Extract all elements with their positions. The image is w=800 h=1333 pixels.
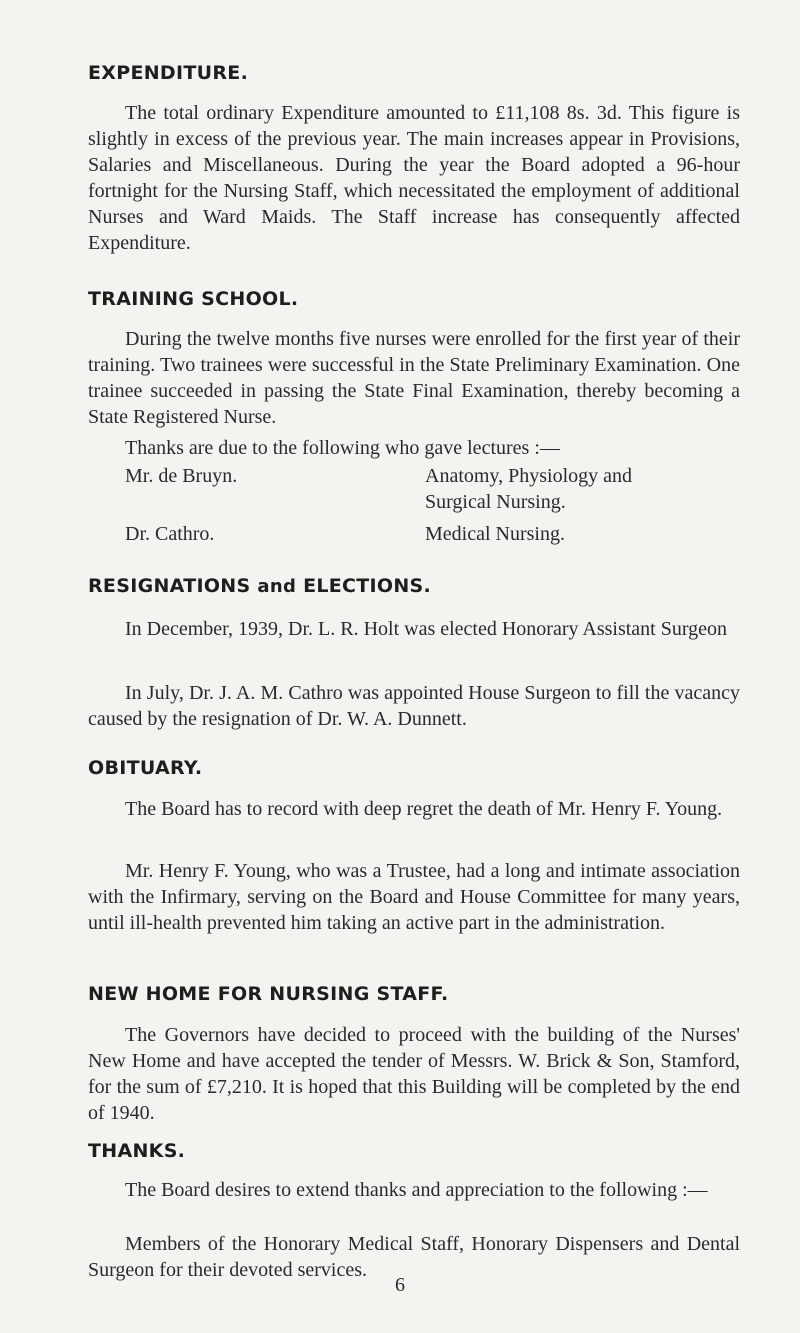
thanks-paragraph-2: Members of the Honorary Medical Staff, Honorary Dispensers and Dental Surgeon for their devoted services. [88, 1233, 740, 1281]
training-school-heading: TRAINING SCHOOL. [88, 288, 299, 310]
resignations-heading-part2: ELECTIONS. [303, 575, 432, 597]
thanks-heading: THANKS. [88, 1140, 186, 1162]
resignations-heading-part1: RESIGNATIONS [88, 575, 251, 597]
new-home-heading: NEW HOME FOR NURSING STAFF. [88, 983, 449, 1005]
lecturer-name: Dr. Cathro. [125, 523, 215, 545]
new-home-paragraph: The Governors have decided to proceed with the building of the Nurses' New Home and have accepted the tender of Messrs. W. Brick & Son, Stamford, for the sum of £7,210. It is hoped that this Building will be completed by the end of 1940. [88, 1024, 740, 1124]
lecturer-subject: Medical Nursing. [425, 523, 565, 545]
lectures-intro: Thanks are due to the following who gave lectures :— [125, 437, 560, 459]
obituary-paragraph-1: The Board has to record with deep regret the death of Mr. Henry F. Young. [125, 798, 723, 820]
training-paragraph: During the twelve months five nurses were enrolled for the first year of their training. Two trainees were successful in the State Preliminary Examination. One trainee succeeded in passing the State Final Examination, thereby becoming a State Registered Nurse. [88, 328, 740, 428]
obituary-heading: OBITUARY. [88, 757, 203, 779]
page-number: 6 [395, 1274, 405, 1296]
lecturer-name: Mr. de Bruyn. [125, 465, 238, 487]
resignations-heading-and: and [257, 576, 297, 597]
expenditure-heading: EXPENDITURE. [88, 62, 249, 84]
lecturer-subject: Anatomy, Physiology and [425, 465, 633, 487]
lecturer-subject-continued: Surgical Nursing. [425, 491, 566, 513]
expenditure-paragraph: The total ordinary Expenditure amounted to £11,108 8s. 3d. This figure is slightly in excess of the previous year. The main increases appear in Provisions, Salaries and Miscellaneous. During the year the Board adopted a 96-hour fortnight for the Nursing Staff, which necessitated the employment of additional Nurses and Ward Maids. The Staff increase has consequently affected Expenditure. [88, 102, 740, 254]
obituary-paragraph-2: Mr. Henry F. Young, who was a Trustee, had a long and intimate association with the Infirmary, serving on the Board and House Committee for many years, until ill-health prevented him taking an active part in the administration. [88, 860, 740, 934]
resignations-paragraph-1: In December, 1939, Dr. L. R. Holt was elected Honorary Assistant Surgeon [125, 618, 728, 640]
resignations-heading [88, 575, 431, 597]
thanks-paragraph-1: The Board desires to extend thanks and appreciation to the following :— [125, 1179, 708, 1201]
resignations-paragraph-2: In July, Dr. J. A. M. Cathro was appointed House Surgeon to fill the vacancy caused by the resignation of Dr. W. A. Dunnett. [88, 682, 740, 730]
